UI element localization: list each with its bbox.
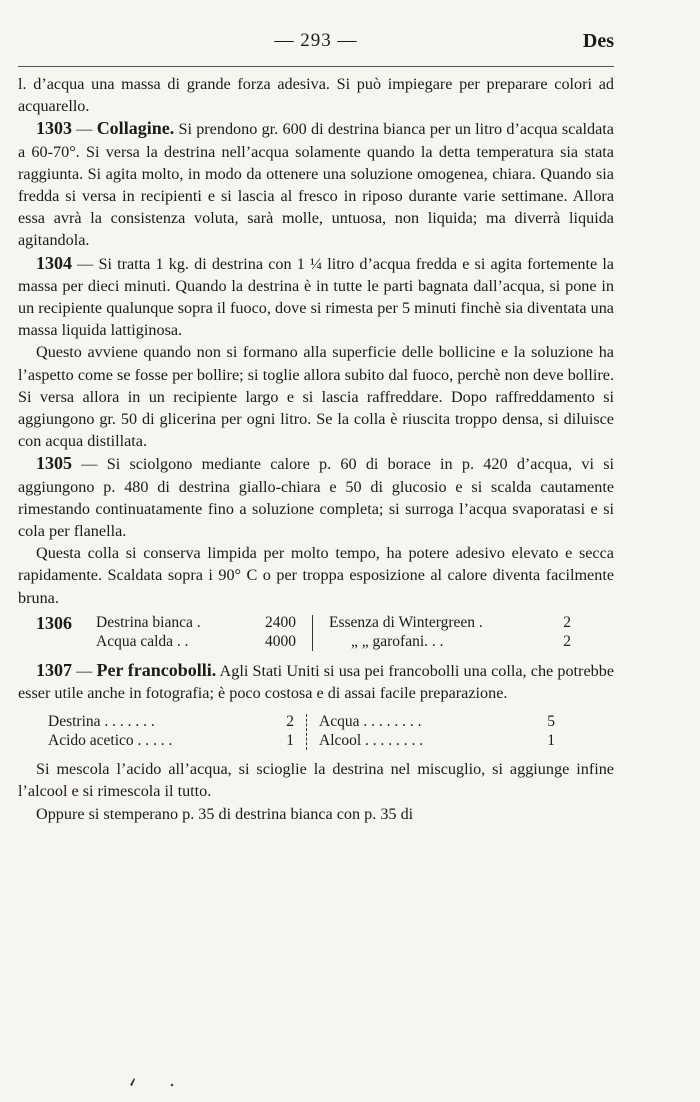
entry-dash-1307: — [72, 661, 97, 680]
recipe-1306 [18, 613, 614, 651]
entry-text-1307: Agli Stati Uniti si usa pei francobolli una colla, che potrebbe esser utile anche in fotografia; è poco costosa e di assai facile preparazione. [18, 661, 615, 703]
ingredient-qty: 4000 [265, 632, 296, 650]
entry-1304 [18, 252, 614, 342]
ingredient-name: Acqua . . . . . . . . [319, 713, 422, 731]
page-header [18, 28, 614, 62]
recipe-1306-left-column [96, 613, 296, 651]
recipe-1307-left-column [48, 712, 294, 750]
entry-text-1304: — Si tratta 1 kg. di destrina con 1 ¼ litro d’acqua fredda e si agita fortemente la massa per dieci minuti. Quando la destrina è in tutte le parti bagnata dall’acqua, si pone in un recipiente qualunque sopra il fuoco, dove si rimesta per 5 minuti finchè sia diventata una massa liquida lattiginosa. [18, 254, 614, 340]
ingredient-row [319, 731, 555, 750]
ingredient-row [319, 712, 555, 731]
ingredient-name: Alcool . . . . . . . . [319, 732, 424, 750]
entry-1305 [18, 452, 614, 542]
entry-number-1304: 1304 [36, 252, 72, 273]
paragraph-1307-method: Si mescola l’acido all’acqua, si scioglie la destrina nel miscuglio, si aggiunge infine l’alcool e si rimescola il tutto. [18, 760, 614, 801]
ingredient-qty: 2 [563, 632, 571, 650]
entry-number-1307: 1307 [36, 659, 72, 680]
column-divider [306, 714, 307, 750]
ingredient-row [96, 632, 296, 651]
ingredient-qty: 1 [547, 732, 555, 750]
book-page [18, 28, 614, 825]
entry-1307 [18, 659, 614, 704]
entry-number-1305: 1305 [36, 453, 72, 474]
ingredient-qty: 5 [547, 713, 555, 731]
ingredient-name: Essenza di Wintergreen . [329, 613, 483, 631]
ingredient-name: Destrina . . . . . . . [48, 713, 155, 731]
entry-number-1303: 1303 [36, 118, 72, 139]
recipe-1307-right-column [319, 712, 555, 750]
recipe-1307 [48, 712, 614, 750]
ingredient-name: Destrina bianca . [96, 613, 201, 631]
entry-title-1307: Per francobolli. [96, 659, 217, 680]
ingredient-name: Acido acetico . . . . . [48, 732, 173, 750]
ink-speck-icon [126, 1075, 186, 1089]
ingredient-name: Acqua calda . . [96, 632, 189, 650]
ingredient-row [48, 731, 294, 750]
entry-number-1306: 1306 [36, 612, 72, 633]
column-divider [312, 615, 313, 651]
header-rule [18, 66, 614, 67]
page-number: — 293 — [274, 30, 358, 51]
ingredient-qty: 2 [563, 613, 571, 631]
ingredient-qty: 1 [286, 732, 294, 750]
ingredient-name: „ „ garofani. . . [351, 632, 444, 650]
entry-dash-1303: — [72, 120, 97, 139]
paragraph-continuation: l. d’acqua una massa di grande forza adesiva. Si può impiegare per preparare colori ad acquarello. [18, 75, 614, 116]
running-head: Des [582, 30, 614, 52]
paragraph-1307-alternative: Oppure si stemperano p. 35 di destrina bianca con p. 35 di [36, 804, 414, 823]
ingredient-row [48, 712, 294, 731]
ingredient-row [96, 613, 296, 632]
entry-title-1303: Collagine. [96, 118, 175, 139]
ingredient-qty: 2 [286, 713, 294, 731]
entry-text-1305: — Si sciolgono mediante calore p. 60 di borace in p. 420 d’acqua, vi si aggiungono p. 480 di destrina giallo-chiara e 50 di glucosio e si scalda cautamente rimestando continuatamente fino a soluzione completa; si surroga l’acqua svaporatasi e si cola per flanella. [18, 455, 614, 541]
paragraph-1304-continued: Questo avviene quando non si formano alla superficie delle bollicine e la soluzione ha l’aspetto come se fosse per bollire; si toglie allora subito dal fuoco, perchè non deve bollire. Si versa allora in un recipiente largo e si lascia raffreddare. Dopo raffreddamento si aggiungono gr. 50 di glicerina per ogni litro. Se la colla è riuscita troppo densa, si diluisce con acqua distillata. [18, 343, 614, 451]
ingredient-qty: 2400 [265, 613, 296, 631]
ingredient-row [329, 632, 571, 651]
entry-1303 [18, 117, 614, 251]
recipe-1306-right-column [329, 613, 571, 651]
ink-speck-marks [126, 1075, 186, 1094]
entry-text-1303: Si prendono gr. 600 di destrina bianca per un litro d’acqua scaldata a 60-70°. Si versa la destrina nell’acqua solamente quando la detta temperatura sia stata raggiunta. Si agita molto, in modo da ottenere una soluzione omogenea, chiara. Quando sia fredda si versa in recipienti e si lascia al fresco in riposo durante varie settimane. Allora essa avrà la consistenza voluta, sarà molle, untuosa, non liquida; ma diverrà liquida agitandola. [18, 120, 614, 250]
ingredient-row [329, 613, 571, 632]
paragraph-1305-continued: Questa colla si conserva limpida per molto tempo, ha potere adesivo elevato e secca rapidamente. Scaldata sopra i 90° C o per troppa esposizione al calore diventa facilmente bruna. [18, 544, 614, 607]
